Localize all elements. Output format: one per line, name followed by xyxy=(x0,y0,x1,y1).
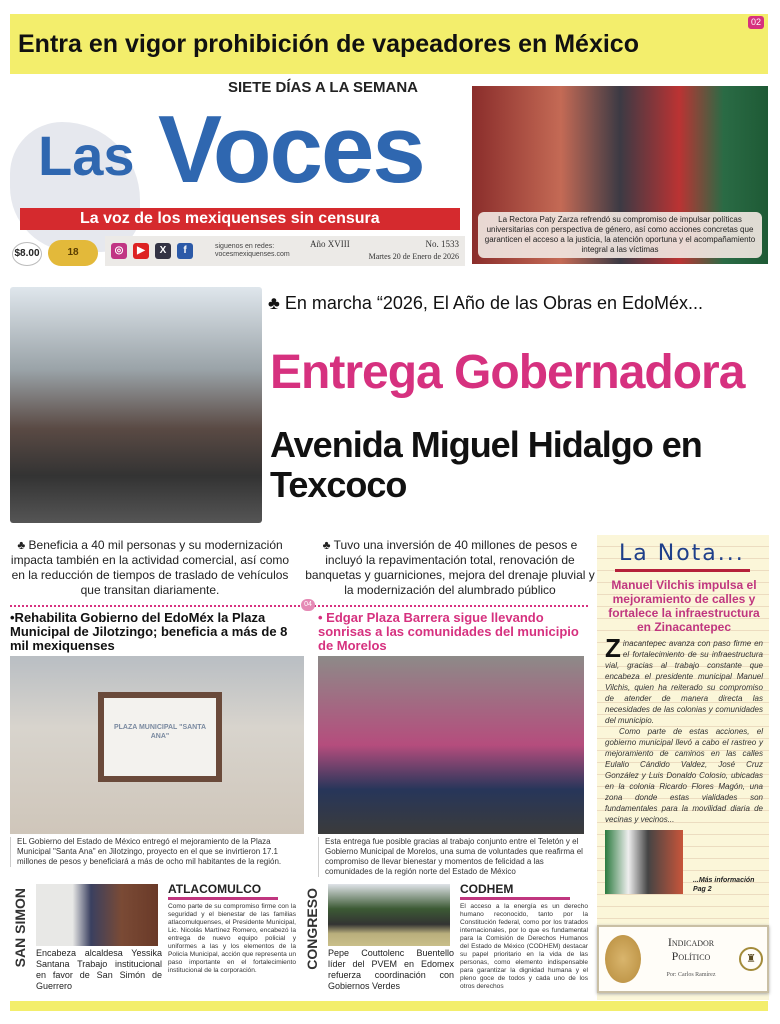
brief-caption[interactable]: Encabeza alcaldesa Yessika Santana Trabajo institucional en favor de San Simón de Guerrero xyxy=(36,948,162,991)
plaque: PLAZA MUNICIPAL "SANTA ANA" xyxy=(98,692,222,782)
top-headline[interactable]: Entra en vigor prohibición de vapeadores en México xyxy=(18,30,639,58)
youtube-icon[interactable]: ▶ xyxy=(133,243,149,259)
instagram-icon[interactable]: ◎ xyxy=(111,243,127,259)
title-line: Político xyxy=(671,949,711,963)
price-badge: $8.00 xyxy=(12,242,42,266)
head-underline xyxy=(168,897,278,900)
story-caption: Esta entrega fue posible gracias al trabajo conjunto entre el Teletón y el Gobierno Municipal de Morelos, una suma de voluntades que reafirma el compromiso de llevar bienestar y momentos de felicidad a las comunidades de la región norte del Estado de México xyxy=(318,837,590,877)
la-nota-title: La Nota... xyxy=(619,541,745,566)
la-nota-body xyxy=(605,633,763,825)
brief-head[interactable]: ATLACOMULCO xyxy=(168,882,262,896)
x-icon[interactable]: X xyxy=(155,243,171,259)
masthead xyxy=(10,79,470,272)
body-paragraph: Como parte de estas acciones, el gobierno municipal llevó a cabo el rastreo y mejoramiento de caminos en las calles Eulalio Cándido Valdez, José Cruz González y Luis Donaldo Colosio, ubicadas en la colonia Ricardo Flores Magón, una zona donde estas vialidades son fundamentales para la movilidad diaria de vecinas y vecinos... xyxy=(605,727,763,824)
bottom-brief xyxy=(300,882,592,997)
year: Año XVIII xyxy=(310,239,350,249)
info-bar xyxy=(105,236,465,266)
lead-kicker: ♣ En marcha “2026, El Año de las Obras en EdoMéx... xyxy=(268,293,704,313)
kicker-text: En marcha “2026, El Año de las Obras en EdoMéx... xyxy=(284,293,704,313)
head-underline xyxy=(460,897,570,900)
bullet-text: Beneficia a 40 mil personas y su modernización impacta también en la actividad comercial, así como en la reducción de tiempos de traslado de vehículos que transitan diariamente. xyxy=(10,538,290,597)
page-badge: 02 xyxy=(748,16,764,29)
headline-text: Edgar Plaza Barrera sigue llevando sonrisas xyxy=(318,610,544,639)
section-label: CONGRESO xyxy=(304,888,320,970)
photo-caption: La Rectora Paty Zarza refrendó su compromiso de impulsar políticas universitarias con perspectiva de género, así como acciones concretas que garanticen el acceso a la justicia, la atención oportuna y el acompañamiento integral a las víctimas xyxy=(478,212,762,258)
column-title xyxy=(647,935,735,963)
logo-las: Las xyxy=(38,124,135,187)
morelos-photo xyxy=(318,656,584,834)
brief-photo xyxy=(36,884,158,946)
column-byline: Por: Carlos Ramírez xyxy=(666,972,716,978)
indicador-politico-box[interactable] xyxy=(597,925,769,993)
plaza-photo xyxy=(10,656,304,834)
lead-bullet: ♣ Tuvo una inversión de 40 millones de pesos e incluyó la repavimentación total, renovación de banquetas y guarniciones, mejora del drenaje pluvial y la modernización del alumbrado público xyxy=(305,538,595,597)
logo-voces: Voces xyxy=(158,96,424,203)
columnist-avatar xyxy=(605,935,641,983)
website-link[interactable]: vocesmexiquenses.com xyxy=(215,251,290,258)
issue-date: Martes 20 de Enero de 2026 xyxy=(368,252,459,261)
brief-text: El acceso a la energía es un derecho humano reconocido, tanto por la Constitución federal, como por los tratados internacionales, por lo que es fundamental para la Comisión de Derechos Humanos del Estado de México (CODHEM) destacar su papel prioritario en la vida de las personas, como elemento indispensable para garantizar la dignidad humana y el pleno goce de todos y cada uno de los otros derechos xyxy=(460,903,588,990)
headline-line: •Rehabilita Gobierno del EdoMéx la Plaza Municipal xyxy=(10,610,266,639)
anniversary-badge: 18 xyxy=(48,240,98,266)
brief-photo xyxy=(328,884,450,946)
section-label: SAN SIMON xyxy=(12,888,28,968)
top-headline-banner xyxy=(10,14,768,74)
issue-number: No. 1533 xyxy=(425,239,459,249)
rector-photo xyxy=(472,86,768,264)
bullet-text: Tuvo una inversión de 40 millones de pesos e incluyó la repavimentación total, renovación de banquetas y guarniciones, mejora del drenaje pluvial y la modernización del alumbrado público xyxy=(305,538,595,597)
mayor-photo xyxy=(605,830,683,894)
la-nota-headline[interactable]: Manuel Vilchis impulsa el mejoramiento de calles y fortalece la infraestructura en Zinacantepec xyxy=(608,578,760,634)
divider xyxy=(10,605,588,607)
more-label: ...Más información xyxy=(693,877,755,884)
brief-text: Como parte de su compromiso firme con la seguridad y el bienestar de las familias atlacomulquenses, el Presidente Municipal, Lic. Nicolás Martínez Romero, encabezó la entrega de nuevo equipo policial y uniformes a las y los elementos de la Policía Municipal, acción que representa un paso importante en el fortalecimiento institucional de la corporación. xyxy=(168,903,296,974)
title-underline xyxy=(615,569,750,572)
lead-bullet: ♣ Beneficia a 40 mil personas y su modernización impacta también en la actividad comercial, así como en la reducción de tiempos de traslado de vehículos que transitan diariamente. xyxy=(10,538,290,597)
brief-caption[interactable]: Pepe Couttolenc Buentello líder del PVEM en Edomex refuerza coordinación con Gobiernos Verdes xyxy=(328,948,454,991)
brief-head[interactable]: CODHEM xyxy=(460,882,514,896)
story-caption: EL Gobierno del Estado de México entregó el mejoramiento de la Plaza Municipal "Santa Ana" en Jilotzingo, proyecto en el que se invirtieron 17.1 millones de pesos y beneficiará a más de ocho mil habitantes de la región. xyxy=(10,837,304,867)
bottom-bar xyxy=(10,1001,768,1011)
body-paragraph: inacantepec avanza con paso firme en el fortalecimiento de su infraestructura vial, gracias al trabajo constante que encabeza el presidente municipal Manuel Vilchis, quien ha reiterado su compromiso de atender de manera directa las necesidades de las colonias y comunidades del municipio. xyxy=(605,639,763,725)
seal-icon: ♜ xyxy=(739,947,763,971)
lead-headline-1[interactable]: Entrega Gobernadora xyxy=(270,346,745,399)
headline-line: de Jilotzingo; beneficia a más de 8 mil mexiquenses xyxy=(10,624,288,653)
nota-footer xyxy=(605,830,763,894)
lead-headline-2[interactable]: Avenida Miguel Hidalgo en Texcoco xyxy=(270,424,702,505)
follow-info xyxy=(215,243,290,259)
more-info-link[interactable] xyxy=(693,876,754,894)
story-headline[interactable] xyxy=(10,611,304,653)
story-headline[interactable]: • Edgar Plaza Barrera sigue llevando sonrisas a las comunidades del municipio de Morelos xyxy=(318,610,579,653)
lead-photo xyxy=(10,287,262,523)
follow-label: siguenos en redes: xyxy=(215,243,275,250)
drop-cap: Z xyxy=(605,633,621,663)
facebook-icon[interactable]: f xyxy=(177,243,193,259)
more-page: Pag 2 xyxy=(693,886,712,893)
title-line: Indicador xyxy=(667,935,715,949)
bottom-brief xyxy=(8,882,298,997)
slogan: SIETE DÍAS A LA SEMANA xyxy=(228,79,419,96)
page-badge: 04 xyxy=(301,599,315,611)
headline-line: a las comunidades del municipio de Morelos xyxy=(318,624,579,653)
tagline: La voz de los mexiquenses sin censura xyxy=(20,208,460,230)
